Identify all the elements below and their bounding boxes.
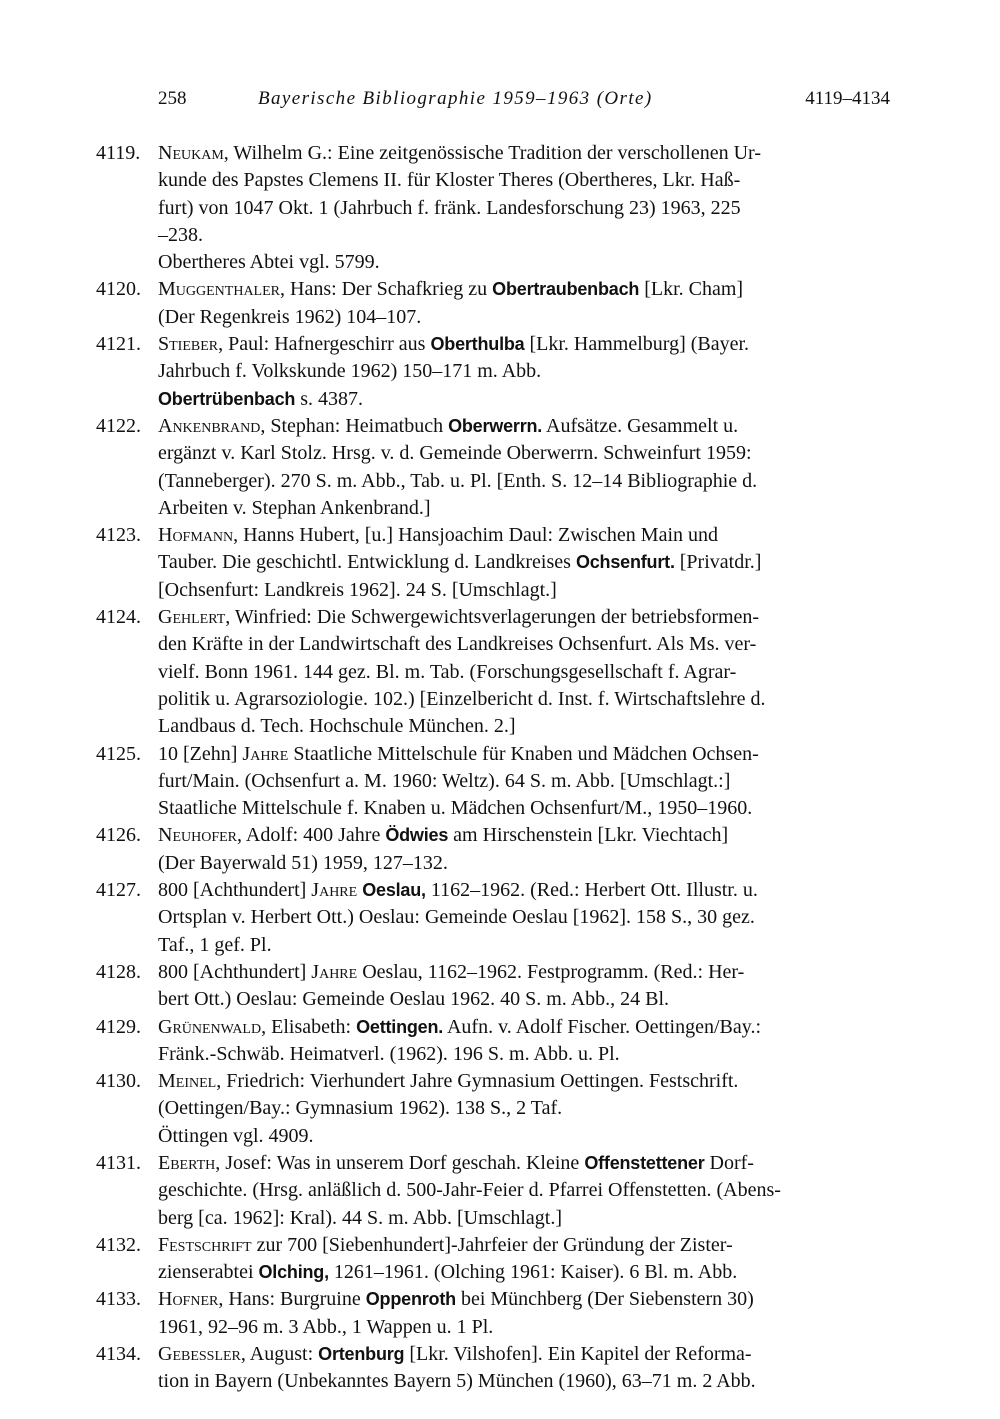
entry-text: Aufsätze. Gesammelt u. bbox=[542, 414, 739, 437]
cross-reference: Obertheres Abtei vgl. 5799. bbox=[158, 251, 380, 274]
entry-text: , Friedrich: Vierhundert Jahre Gymnasium Oettingen. Festschrift. bbox=[216, 1070, 739, 1093]
entry-text: Arbeiten v. Stephan Ankenbrand.] bbox=[158, 496, 431, 519]
entry-text: zur 700 [Siebenhundert]-Jahrfeier der Gründung der Zister- bbox=[251, 1233, 733, 1256]
entry-text: furt/Main. (Ochsenfurt a. M. 1960: Weltz). 64 S. m. Abb. [Umschlagt.:] bbox=[158, 769, 731, 792]
entry-author: Muggenthaler bbox=[158, 278, 280, 301]
entry-author: Hofmann bbox=[158, 524, 234, 547]
entry-text: politik u. Agrarsoziologie. 102.) [Einzelbericht d. Inst. f. Wirtschaftslehre d. bbox=[158, 687, 766, 710]
entry-number: 4124. bbox=[96, 606, 141, 629]
entry-number: 4129. bbox=[96, 1015, 141, 1038]
entry-text: [Ochsenfurt: Landkreis 1962]. 24 S. [Umschlagt.] bbox=[158, 578, 557, 601]
bibliography-entry-4128 bbox=[96, 959, 896, 1014]
entry-text: berg [ca. 1962]: Kral). 44 S. m. Abb. [Umschlagt.] bbox=[158, 1206, 562, 1229]
entry-number: 4125. bbox=[96, 742, 141, 765]
place-name: Oeslau, bbox=[362, 880, 426, 901]
bibliography-entry-4126 bbox=[96, 822, 896, 877]
entry-text: Aufn. v. Adolf Fischer. Oettingen/Bay.: bbox=[443, 1015, 762, 1038]
place-name: Obertrübenbach bbox=[158, 388, 296, 409]
entry-text: , Josef: Was in unserem Dorf geschah. Kleine bbox=[215, 1151, 585, 1174]
page-header bbox=[158, 88, 890, 114]
entry-text: , Elisabeth: bbox=[261, 1015, 357, 1038]
place-name: Ochsenfurt. bbox=[575, 552, 675, 573]
entry-text: [Privatdr.] bbox=[674, 551, 762, 574]
place-name: Olching, bbox=[258, 1262, 329, 1283]
place-name: Obertraubenbach bbox=[492, 279, 640, 300]
entry-text: , Hans: Der Schafkrieg zu bbox=[280, 278, 493, 301]
entry-text: bei Münchberg (Der Siebenstern 30) bbox=[455, 1288, 754, 1311]
bibliography-entry-4130 bbox=[96, 1068, 896, 1150]
entry-author: Meinel bbox=[158, 1070, 217, 1093]
entry-text: , Winfried: Die Schwergewichtsverlagerungen der betriebsformen- bbox=[225, 606, 760, 629]
entry-author: Gehlert bbox=[158, 606, 226, 629]
entry-text: Ortsplan v. Herbert Ott.) Oeslau: Gemeinde Oeslau [1962]. 158 S., 30 gez. bbox=[158, 906, 755, 929]
entry-text: Oeslau, 1162–1962. Festprogramm. (Red.: Her- bbox=[357, 960, 745, 983]
page-number: 258 bbox=[158, 88, 187, 109]
entry-text: Staatliche Mittelschule für Knaben und Mädchen Ochsen- bbox=[288, 742, 759, 765]
entry-text: Fränk.-Schwäb. Heimatverl. (1962). 196 S. m. Abb. u. Pl. bbox=[158, 1042, 620, 1065]
entry-number: 4126. bbox=[96, 824, 141, 847]
entry-number: 4134. bbox=[96, 1343, 141, 1366]
bibliography-entry-4122 bbox=[96, 413, 896, 522]
running-title: Bayerische Bibliographie 1959–1963 (Orte) bbox=[258, 88, 653, 109]
entry-text: furt) von 1047 Okt. 1 (Jahrbuch f. fränk. Landesforschung 23) 1963, 225 bbox=[158, 196, 741, 219]
bibliography-entry-4125 bbox=[96, 741, 896, 823]
entry-text: kunde des Papstes Clemens II. für Kloster Theres (Obertheres, Lkr. Haß- bbox=[158, 169, 741, 192]
place-name: Oberthulba bbox=[430, 334, 525, 355]
entry-author: Hofner bbox=[158, 1288, 219, 1311]
entry-text: 1961, 92–96 m. 3 Abb., 1 Wappen u. 1 Pl. bbox=[158, 1315, 494, 1338]
entry-text: geschichte. (Hrsg. anläßlich d. 500-Jahr-Feier d. Pfarrei Offenstetten. (Abens- bbox=[158, 1179, 781, 1202]
entry-number: 4133. bbox=[96, 1288, 141, 1311]
entry-text: , August: bbox=[240, 1343, 319, 1366]
entry-text: Staatliche Mittelschule f. Knaben u. Mädchen Ochsenfurt/M., 1950–1960. bbox=[158, 797, 753, 820]
entry-author: Eberth bbox=[158, 1151, 216, 1174]
cross-reference: s. 4387. bbox=[295, 387, 364, 410]
entry-author: Neuhofer bbox=[158, 824, 238, 847]
entry-text: , Paul: Hafnergeschirr aus bbox=[218, 333, 431, 356]
bibliography-entry-4123 bbox=[96, 522, 896, 604]
entry-text: (Oettingen/Bay.: Gymnasium 1962). 138 S., 2 Taf. bbox=[158, 1097, 563, 1120]
entry-text: 800 [Achthundert] bbox=[158, 879, 312, 902]
entry-text: (Tanneberger). 270 S. m. Abb., Tab. u. Pl. [Enth. S. 12–14 Bibliographie d. bbox=[158, 469, 758, 492]
bibliography-entry-4132 bbox=[96, 1232, 896, 1287]
entry-number: 4123. bbox=[96, 524, 141, 547]
entry-text: den Kräfte in der Landwirtschaft des Landkreises Ochsenfurt. Als Ms. ver- bbox=[158, 633, 757, 656]
entry-text: 1261–1961. (Olching 1961: Kaiser). 6 Bl. m. Abb. bbox=[328, 1261, 738, 1284]
entry-number: 4128. bbox=[96, 960, 141, 983]
entry-author: Jahre bbox=[311, 879, 358, 902]
entry-number: 4131. bbox=[96, 1151, 141, 1174]
place-name: Ödwies bbox=[385, 825, 449, 846]
entry-text: –238. bbox=[158, 223, 203, 246]
place-name: Oberwerrn. bbox=[448, 415, 543, 436]
bibliography-entry-4129 bbox=[96, 1014, 896, 1069]
bibliography-entry-4124 bbox=[96, 604, 896, 740]
place-name: Ortenburg bbox=[318, 1344, 405, 1365]
entry-text: zienserabtei bbox=[158, 1261, 259, 1284]
entry-text: [Lkr. Cham] bbox=[639, 278, 744, 301]
entry-number: 4130. bbox=[96, 1070, 141, 1093]
entry-text: (Der Bayerwald 51) 1959, 127–132. bbox=[158, 851, 448, 874]
entry-text: tion in Bayern (Unbekanntes Bayern 5) München (1960), 63–71 m. 2 Abb. bbox=[158, 1370, 756, 1393]
entry-text: (Der Regenkreis 1962) 104–107. bbox=[158, 305, 422, 328]
entry-text: , Adolf: 400 Jahre bbox=[237, 824, 386, 847]
entry-author: Jahre bbox=[311, 960, 358, 983]
entry-number: 4121. bbox=[96, 333, 141, 356]
entry-author: Festschrift bbox=[158, 1233, 252, 1256]
entry-author: Grünenwald bbox=[158, 1015, 262, 1038]
entry-author: Jahre bbox=[242, 742, 289, 765]
place-name: Offenstettener bbox=[584, 1152, 705, 1173]
entry-author: Ankenbrand bbox=[158, 414, 261, 437]
bibliography-entry-4119 bbox=[96, 140, 896, 276]
entry-text: Jahrbuch f. Volkskunde 1962) 150–171 m. Abb. bbox=[158, 360, 542, 383]
entry-number: 4119. bbox=[96, 142, 141, 164]
bibliography-entry-4121 bbox=[96, 331, 896, 413]
bibliography-entry-4131 bbox=[96, 1150, 896, 1232]
entry-author: Gebessler bbox=[158, 1343, 241, 1366]
entry-author: Neukam bbox=[158, 142, 224, 164]
place-name: Oppenroth bbox=[365, 1289, 456, 1310]
entry-text: 1162–1962. (Red.: Herbert Ott. Illustr. u. bbox=[425, 879, 758, 902]
entry-text: bert Ott.) Oeslau: Gemeinde Oeslau 1962. 40 S. m. Abb., 24 Bl. bbox=[158, 988, 670, 1011]
bibliography-list bbox=[96, 140, 896, 1396]
entry-text: [Lkr. Vilshofen]. Ein Kapitel der Reforma- bbox=[404, 1343, 752, 1366]
entry-text: , Hans: Burgruine bbox=[218, 1288, 366, 1311]
entry-text: [Lkr. Hammelburg] (Bayer. bbox=[524, 333, 750, 356]
bibliography-entry-4120 bbox=[96, 276, 896, 331]
entry-text: , Hanns Hubert, [u.] Hansjoachim Daul: Zwischen Main und bbox=[233, 524, 719, 547]
bibliography-entry-4127 bbox=[96, 877, 896, 959]
entry-number: 4132. bbox=[96, 1233, 141, 1256]
entry-text: 10 [Zehn] bbox=[158, 742, 243, 765]
entry-text: Landbaus d. Tech. Hochschule München. 2.] bbox=[158, 715, 516, 738]
entry-text: , Stephan: Heimatbuch bbox=[260, 414, 449, 437]
entry-range: 4119–4134 bbox=[805, 88, 890, 109]
entry-number: 4122. bbox=[96, 414, 141, 437]
entry-author: Stieber bbox=[158, 333, 219, 356]
bibliography-entry-4134 bbox=[96, 1341, 896, 1396]
entry-text: Taf., 1 gef. Pl. bbox=[158, 933, 272, 956]
entry-text: , Wilhelm G.: Eine zeitgenössische Tradition der verschollenen Ur- bbox=[223, 142, 761, 164]
bibliography-entry-4133 bbox=[96, 1286, 896, 1341]
entry-number: 4127. bbox=[96, 879, 141, 902]
entry-number: 4120. bbox=[96, 278, 141, 301]
place-name: Oettingen. bbox=[356, 1016, 444, 1037]
entry-text: am Hirschenstein [Lkr. Viechtach] bbox=[448, 824, 729, 847]
entry-text: Tauber. Die geschichtl. Entwicklung d. Landkreises bbox=[158, 551, 576, 574]
entry-text: 800 [Achthundert] bbox=[158, 960, 312, 983]
cross-reference: Öttingen vgl. 4909. bbox=[158, 1124, 314, 1147]
entry-text: vielf. Bonn 1961. 144 gez. Bl. m. Tab. (Forschungsgesellschaft f. Agrar- bbox=[158, 660, 737, 683]
entry-text: ergänzt v. Karl Stolz. Hrsg. v. d. Gemeinde Oberwerrn. Schweinfurt 1959: bbox=[158, 442, 752, 465]
entry-text: Dorf- bbox=[704, 1151, 754, 1174]
